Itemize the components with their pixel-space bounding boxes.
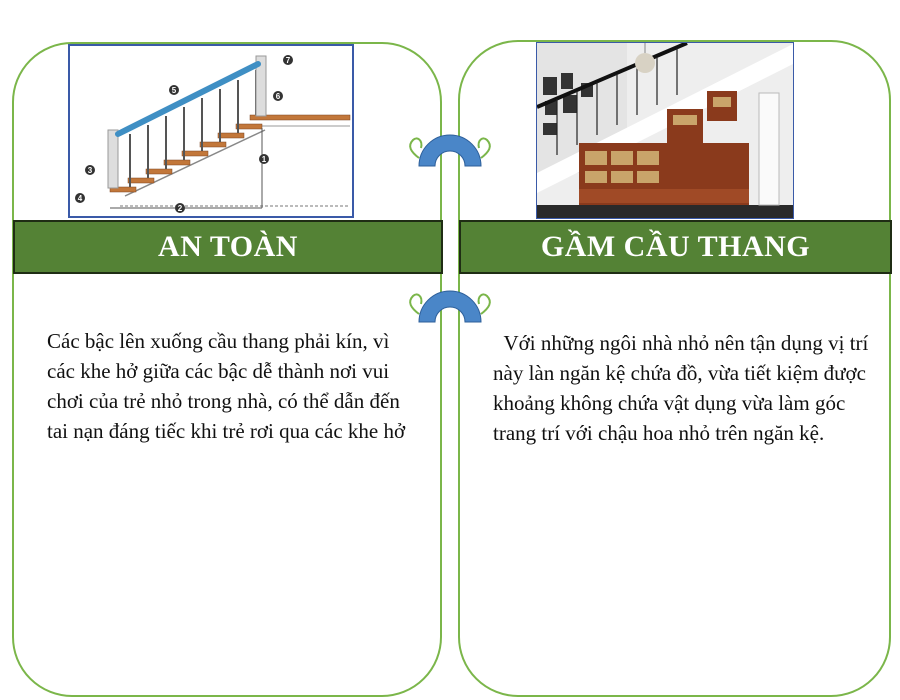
under-stairs-photo-svg	[537, 43, 794, 219]
under-stairs-paragraph	[493, 328, 878, 448]
staircase-diagram	[68, 44, 354, 218]
under-stairs-paragraph-text: Với những ngôi nhà nhỏ nên tận dụng vị trí này làn ngăn kệ chứa đồ, vừa tiết kiệm được khoảng không chứa vật dụng vừa làm góc trang trí với chậu hoa nhỏ trên ngăn kệ.	[493, 331, 869, 445]
staircase-diagram-svg	[70, 46, 352, 216]
diagram-label-3: 3	[87, 166, 93, 175]
upper-connector-arc	[405, 122, 495, 168]
under-stairs-title-banner: GẦM CẦU THANG	[459, 220, 892, 274]
diagram-label-4: 4	[77, 194, 83, 203]
diagram-label-5: 5	[171, 86, 177, 95]
safety-paragraph: Các bậc lên xuống cầu thang phải kín, vì các khe hở giữa các bậc dễ thành nơi vui chơi của trẻ nhỏ trong nhà, có thể dẫn đến tai nạn đáng tiếc khi trẻ rơi qua các khe hở	[47, 329, 406, 443]
under-stairs-photo	[536, 42, 794, 219]
diagram-label-7: 7	[285, 56, 291, 65]
lower-connector-arc	[405, 278, 495, 324]
safety-title-banner: AN TOÀN	[13, 220, 443, 274]
diagram-label-6: 6	[275, 92, 281, 101]
diagram-label-2: 2	[177, 204, 183, 213]
diagram-label-1: 1	[261, 155, 267, 164]
